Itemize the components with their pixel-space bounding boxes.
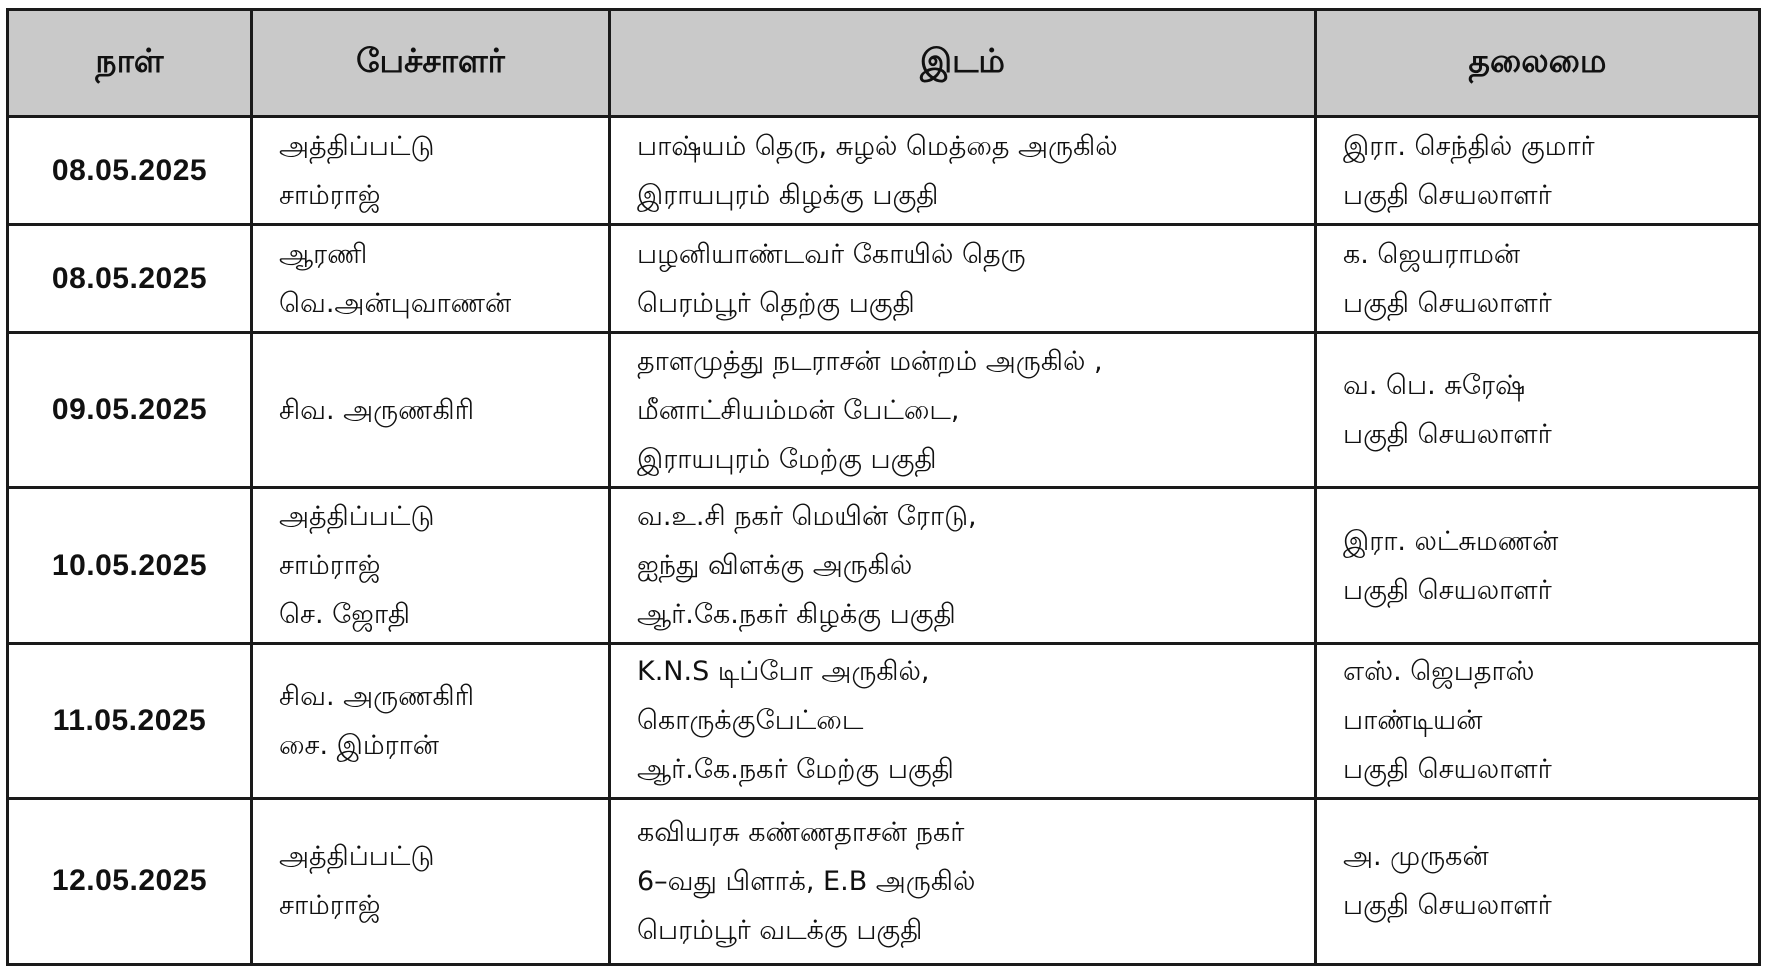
table-row [8, 117, 1760, 225]
place-line: பழனியாண்டவர் கோயில் தெரு [637, 238, 1026, 270]
chair-cell [1316, 643, 1760, 798]
date-cell: 11.05.2025 [8, 643, 252, 798]
header-place: இடம் [610, 10, 1316, 117]
speaker-cell [252, 117, 610, 225]
chair-cell [1316, 225, 1760, 333]
place-line: மீனாட்சியம்மன் பேட்டை, [637, 394, 960, 426]
speaker-line: சை. இம்ரான் [279, 729, 439, 761]
header-row [8, 10, 1760, 117]
header-chair: தலைமை [1316, 10, 1760, 117]
table-row [8, 643, 1760, 798]
speaker-line: வெ.அன்புவாணன் [279, 287, 512, 319]
table-body [8, 117, 1760, 965]
place-line: ஆர்.கே.நகர் மேற்கு பகுதி [637, 754, 954, 786]
speaker-line: சாம்ராஜ் [279, 550, 381, 581]
chair-line: பகுதி செயலாளர் [1343, 890, 1552, 922]
speaker-cell [252, 225, 610, 333]
place-line: இராயபுரம் கிழக்கு பகுதி [637, 179, 939, 211]
table-row [8, 333, 1760, 488]
date-cell: 08.05.2025 [8, 225, 252, 333]
speaker-line: சிவ. அருணகிரி [279, 394, 475, 426]
place-line: கொருக்குபேட்டை [637, 705, 864, 737]
place-line: இராயபுரம் மேற்கு பகுதி [637, 443, 937, 475]
chair-line: பகுதி செயலாளர் [1343, 287, 1552, 319]
speaker-line: சாம்ராஜ் [279, 179, 381, 211]
speaker-line: ஆரணி [279, 238, 368, 270]
speaker-line: அத்திப்பட்டு [279, 130, 435, 162]
chair-line: பகுதி செயலாளர் [1343, 754, 1552, 786]
speaker-line: அத்திப்பட்டு [279, 501, 435, 532]
place-line: தாளமுத்து நடராசன் மன்றம் அருகில் , [637, 345, 1103, 377]
place-cell [610, 798, 1316, 964]
schedule-document [6, 8, 1758, 966]
chair-cell [1316, 117, 1760, 225]
speaker-line: செ. ஜோதி [279, 599, 411, 630]
speaker-cell [252, 643, 610, 798]
place-line: பாஷ்யம் தெரு, சுழல் மெத்தை அருகில் [637, 130, 1118, 162]
table-row [8, 798, 1760, 964]
speaker-line: சாம்ராஜ் [279, 890, 381, 922]
place-line: 6–வது பிளாக், E.B அருகில் [637, 865, 976, 897]
table-row [8, 488, 1760, 643]
date-cell: 12.05.2025 [8, 798, 252, 964]
chair-line: அ. முருகன் [1343, 841, 1489, 873]
chair-line: பகுதி செயலாளர் [1343, 419, 1552, 451]
date-cell: 08.05.2025 [8, 117, 252, 225]
speaker-cell [252, 488, 610, 643]
chair-line: வ. பெ. சுரேஷ் [1343, 370, 1526, 402]
chair-line: க. ஜெயராமன் [1343, 238, 1521, 270]
speaker-cell [252, 333, 610, 488]
chair-line: பகுதி செயலாளர் [1343, 574, 1552, 606]
place-line: பெரம்பூர் தெற்கு பகுதி [637, 287, 915, 319]
header-speaker: பேச்சாளர் [252, 10, 610, 117]
place-cell [610, 117, 1316, 225]
place-line: ஆர்.கே.நகர் கிழக்கு பகுதி [637, 599, 956, 630]
speaker-line: சிவ. அருணகிரி [279, 680, 475, 712]
date-cell: 10.05.2025 [8, 488, 252, 643]
chair-cell [1316, 333, 1760, 488]
place-line: பெரம்பூர் வடக்கு பகுதி [637, 914, 923, 946]
header-date: நாள் [8, 10, 252, 117]
place-line: K.N.S டிப்போ அருகில், [637, 656, 930, 688]
place-cell [610, 225, 1316, 333]
speaker-line: அத்திப்பட்டு [279, 841, 435, 873]
date-cell: 09.05.2025 [8, 333, 252, 488]
speaker-cell [252, 798, 610, 964]
chair-line: பாண்டியன் [1343, 705, 1483, 737]
table-row [8, 225, 1760, 333]
place-cell [610, 488, 1316, 643]
place-cell [610, 643, 1316, 798]
chair-cell [1316, 488, 1760, 643]
place-line: ஐந்து விளக்கு அருகில் [637, 550, 913, 581]
chair-line: எஸ். ஜெபதாஸ் [1343, 656, 1535, 688]
chair-line: இரா. செந்தில் குமார் [1343, 130, 1595, 162]
chair-line: இரா. லட்சுமணன் [1343, 525, 1559, 557]
chair-line: பகுதி செயலாளர் [1343, 179, 1552, 211]
table-header [8, 10, 1760, 117]
schedule-table [6, 8, 1761, 966]
place-line: கவியரசு கண்ணதாசன் நகர் [637, 816, 965, 848]
place-line: வ.உ.சி நகர் மெயின் ரோடு, [637, 501, 977, 532]
place-cell [610, 333, 1316, 488]
chair-cell [1316, 798, 1760, 964]
